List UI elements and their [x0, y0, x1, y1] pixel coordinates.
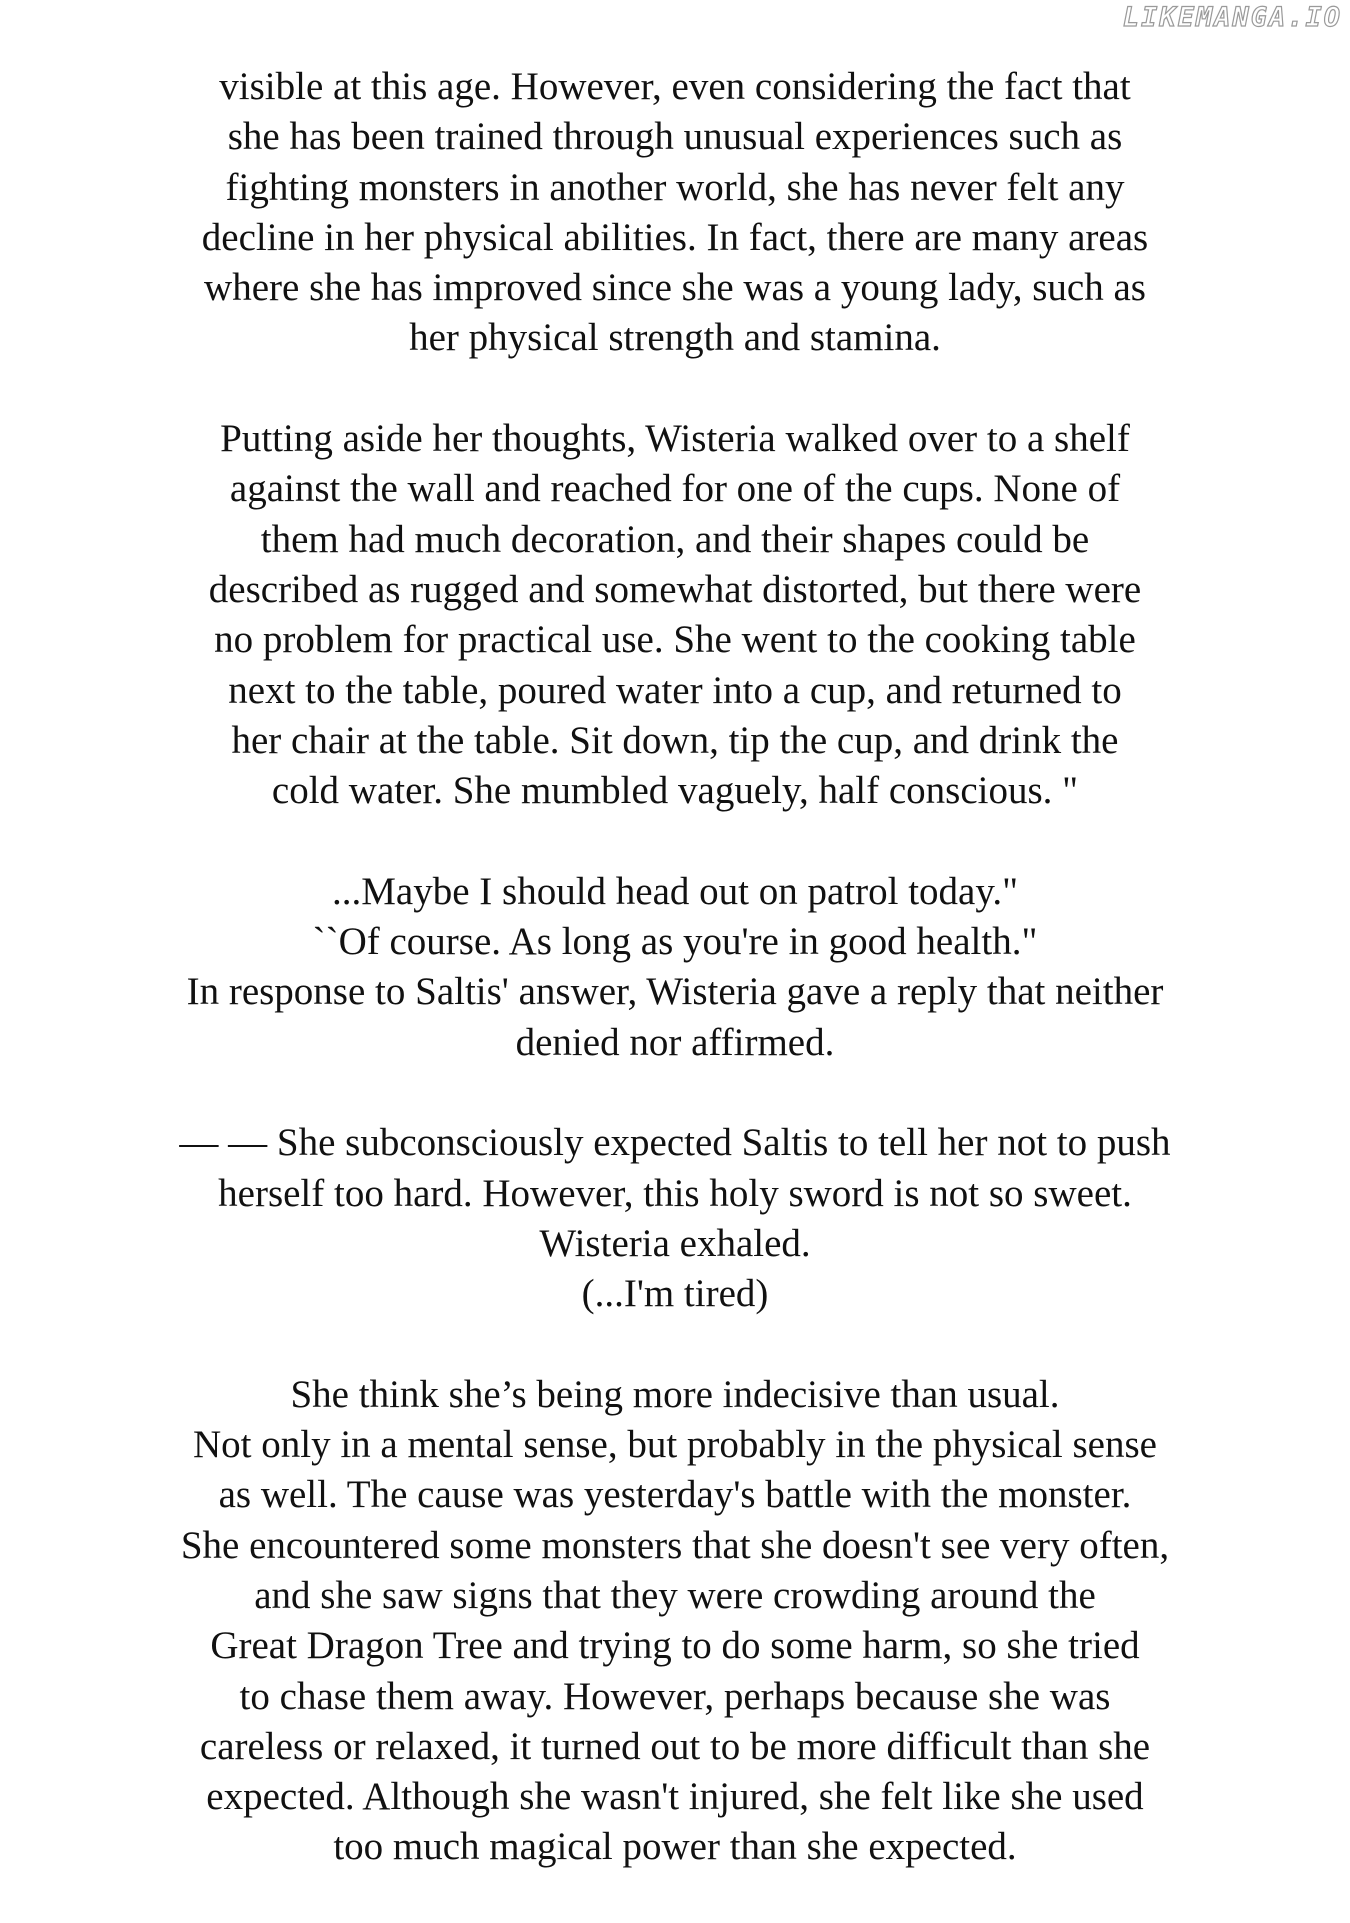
- text-line: against the wall and reached for one of the cups. None of: [229, 467, 1121, 511]
- text-line: as well. The cause was yesterday's battle with the monster.: [218, 1473, 1132, 1517]
- text-line: In response to Saltis' answer, Wisteria gave a reply that neither: [186, 970, 1164, 1014]
- text-line: Putting aside her thoughts, Wisteria walked over to a shelf: [220, 417, 1130, 461]
- text-line: — — She subconsciously expected Saltis to tell her not to push: [179, 1121, 1171, 1165]
- paragraph-dialogue-patrol: [0, 867, 1350, 1068]
- text-line: Great Dragon Tree and trying to do some harm, so she tried: [210, 1624, 1140, 1668]
- paragraph-holy-sword: [0, 1118, 1350, 1319]
- text-line: decline in her physical abilities. In fact, there are many areas: [201, 215, 1149, 259]
- text-line: Wisteria exhaled.: [539, 1221, 811, 1265]
- text-line: (...I'm tired): [581, 1272, 769, 1316]
- text-line: them had much decoration, and their shapes could be: [260, 517, 1090, 561]
- text-line: She think she’s being more indecisive than usual.: [290, 1372, 1060, 1416]
- text-line: Not only in a mental sense, but probably in the physical sense: [193, 1423, 1157, 1467]
- text-line: cold water. She mumbled vaguely, half conscious. ": [271, 769, 1079, 813]
- paragraph-physical-abilities: [0, 62, 1350, 364]
- text-line: herself too hard. However, this holy sword is not so sweet.: [218, 1171, 1132, 1215]
- text-line: no problem for practical use. She went to the cooking table: [214, 618, 1136, 662]
- text-line: expected. Although she wasn't injured, she felt like she used: [206, 1775, 1144, 1819]
- text-line: her physical strength and stamina.: [409, 316, 941, 360]
- text-line: too much magical power than she expected.: [333, 1825, 1017, 1869]
- text-line: fighting monsters in another world, she has never felt any: [225, 165, 1125, 209]
- text-line: ...Maybe I should head out on patrol today.": [331, 869, 1018, 913]
- text-line: she has been trained through unusual experiences such as: [227, 115, 1123, 159]
- text-line: visible at this age. However, even considering the fact that: [219, 65, 1131, 108]
- text-line: next to the table, poured water into a cup, and returned to: [228, 668, 1122, 712]
- text-line: ``Of course. As long as you're in good health.": [312, 920, 1038, 964]
- text-line: described as rugged and somewhat distorted, but there were: [208, 567, 1142, 611]
- text-line: to chase them away. However, perhaps because she was: [239, 1674, 1111, 1718]
- text-line: careless or relaxed, it turned out to be more difficult than she: [199, 1724, 1151, 1768]
- paragraph-yesterdays-battle: [0, 1370, 1350, 1873]
- novel-text-page: [0, 62, 1350, 1923]
- text-line: and she saw signs that they were crowding around the: [254, 1573, 1096, 1617]
- site-watermark: LIKEMANGA.IO: [1122, 2, 1342, 33]
- paragraph-cup-of-water: [0, 414, 1350, 816]
- text-line: where she has improved since she was a young lady, such as: [204, 266, 1146, 310]
- text-line: She encountered some monsters that she doesn't see very often,: [180, 1523, 1170, 1567]
- text-line: her chair at the table. Sit down, tip the cup, and drink the: [231, 718, 1119, 762]
- text-line: denied nor affirmed.: [515, 1020, 835, 1064]
